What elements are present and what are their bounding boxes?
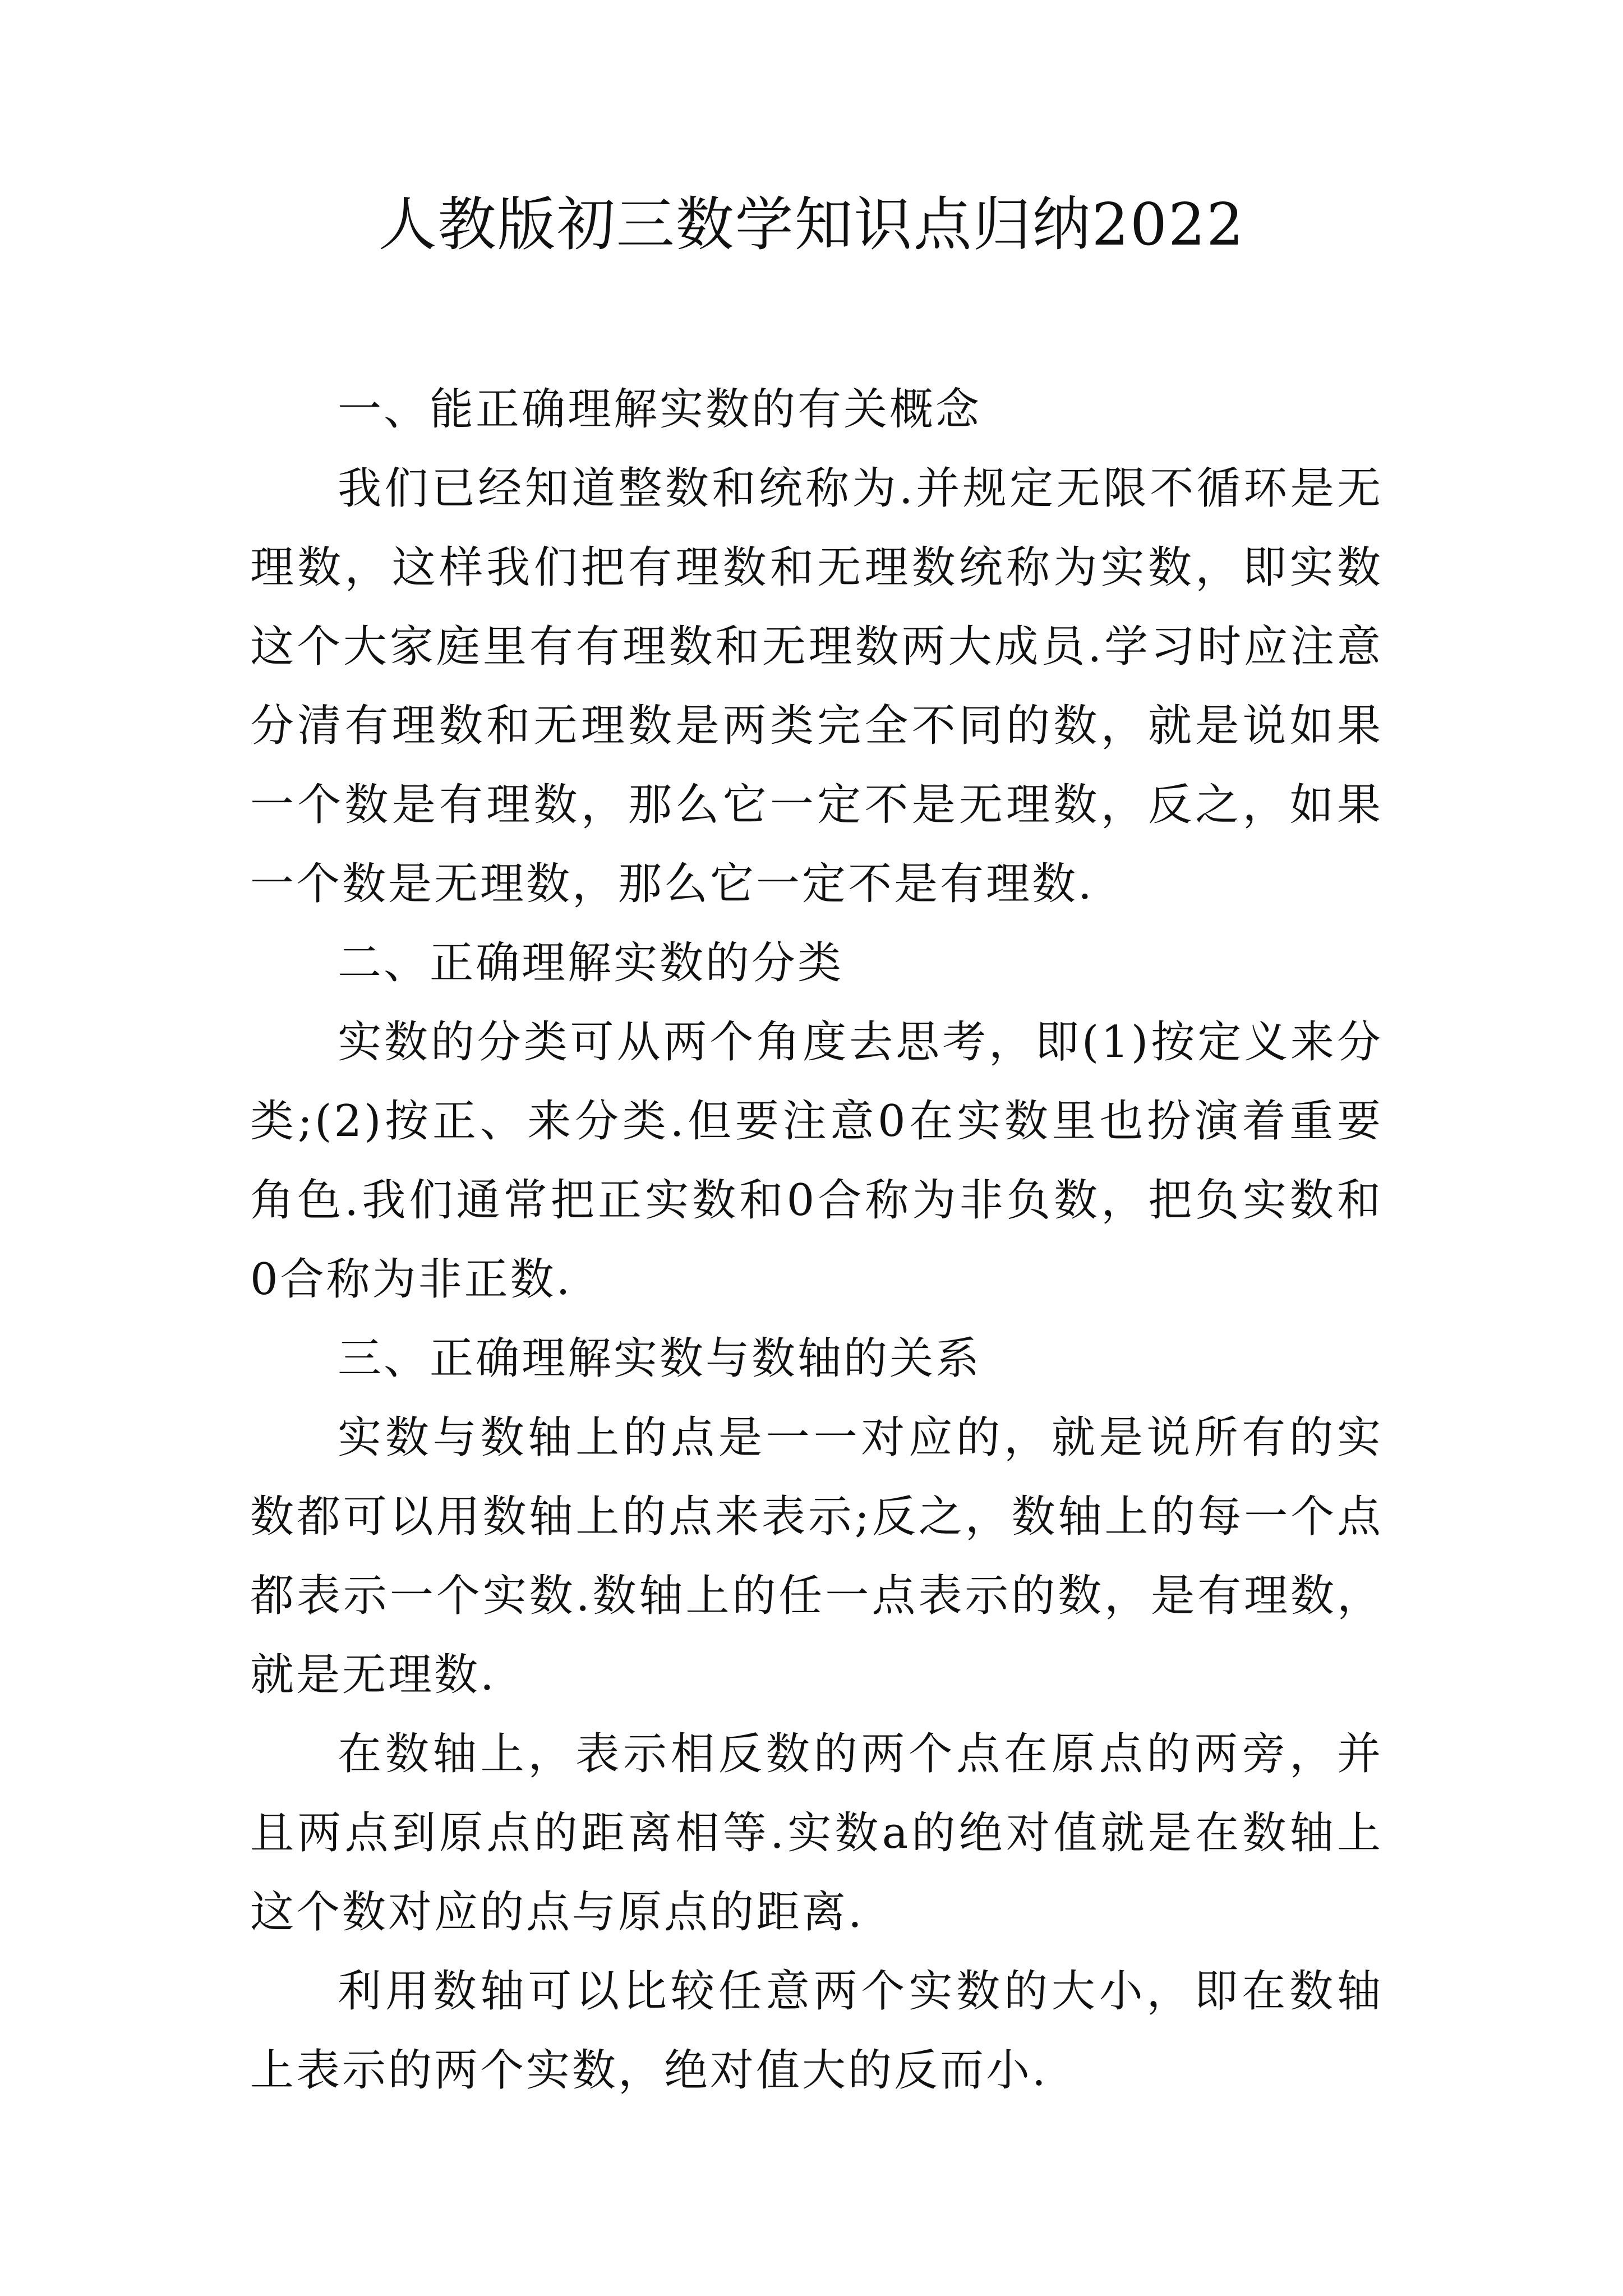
section-heading-3: 三、正确理解实数与数轴的关系 <box>338 1333 982 1384</box>
section-heading-1: 一、能正确理解实数的有关概念 <box>338 384 982 435</box>
paragraph-number-line-correspondence: 实数与数轴上的点是一一对应的，就是说所有的实数都可以用数轴上的点来表示;反之，数轴上的每一个点都表示一个实数.数轴上的任一点表示的数，是有理数，就是无理数. <box>250 1412 1383 1700</box>
paragraph-opposite-numbers: 在数轴上，表示相反数的两个点在原点的两旁，并且两点到原点的距离相等.实数a的绝对值就是在数轴上这个数对应的点与原点的距离. <box>250 1729 1383 1938</box>
paragraph-real-number-classification: 实数的分类可从两个角度去思考，即(1)按定义来分类;(2)按正、来分类.但要注意0在实数里也扮演着重要角色.我们通常把正实数和0合称为非负数，把负实数和0合称为非正数. <box>250 1017 1383 1305</box>
paragraph-compare-numbers: 利用数轴可以比较任意两个实数的大小，即在数轴上表示的两个实数，绝对值大的反而小. <box>250 1966 1383 2096</box>
paragraph-real-number-concepts: 我们已经知道整数和统称为.并规定无限不循环是无理数，这样我们把有理数和无理数统称为实数，即实数这个大家庭里有有理数和无理数两大成员.学习时应注意分清有理数和无理数是两类完全不同的数，就是说如果一个数是有理数，那么它一定不是无理数，反之，如果一个数是无理数，那么它一定不是有理数. <box>250 463 1383 909</box>
document-title: 人教版初三数学知识点归纳2022 <box>378 190 1245 259</box>
document-body <box>250 370 1383 2110</box>
section-heading-2: 二、正确理解实数的分类 <box>338 938 844 988</box>
